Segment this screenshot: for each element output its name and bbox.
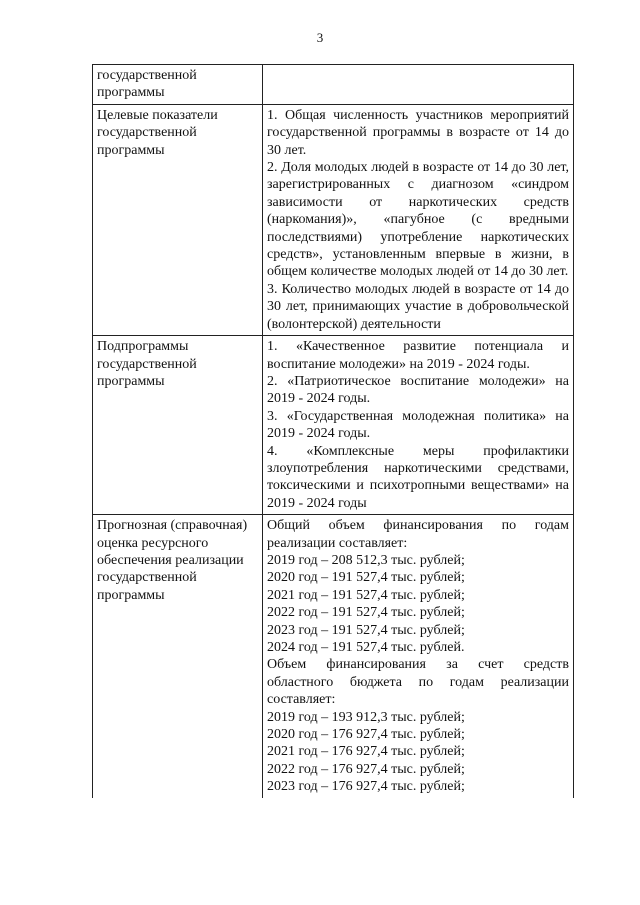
subprogram-item: 2. «Патриотическое воспитание молодежи» на 2019 - 2024 годы.: [267, 373, 569, 407]
row-label: государственной программы: [93, 65, 263, 105]
funding-year-line: 2019 год – 208 512,3 тыс. рублей;: [267, 552, 465, 568]
regional-funding-year-line: 2020 год – 176 927,4 тыс. рублей;: [267, 727, 465, 743]
page-number: 3: [316, 30, 324, 45]
funding-year-line: 2020 год – 191 527,4 тыс. рублей;: [267, 570, 465, 586]
indicator-item: 1. Общая численность участников мероприятий государственной программы в возрасте от 14 до 30 лет.: [267, 107, 569, 158]
subprogram-item: 4. «Комплексные меры профилактики злоупотребления наркотическими средствами, токсическими и психотропными веществами» на 2019 - 2024 годы: [267, 443, 569, 511]
funding-year-line: 2024 год – 191 527,4 тыс. рублей.: [267, 640, 465, 655]
program-passport-table: [92, 64, 574, 798]
row-label: Подпрограммы государственной программы: [93, 336, 263, 515]
row-label: Целевые показатели государственной программы: [93, 104, 263, 335]
regional-funding-intro: Объем финансирования за счет средств областного бюджета по годам реализации составляет:: [267, 657, 569, 708]
table-row: [93, 65, 574, 105]
regional-funding-year-line: 2022 год – 176 927,4 тыс. рублей;: [267, 761, 465, 777]
subprograms-cell: [263, 336, 574, 515]
table-row: [93, 515, 574, 798]
funding-cell: [263, 515, 574, 798]
target-indicators-cell: [263, 104, 574, 335]
table-row: [93, 104, 574, 335]
funding-year-line: 2021 год – 191 527,4 тыс. рублей;: [267, 587, 465, 603]
regional-funding-year-line: 2023 год – 176 927,4 тыс. рублей;: [267, 779, 465, 795]
funding-year-line: 2023 год – 191 527,4 тыс. рублей;: [267, 622, 465, 638]
subprogram-item: 1. «Качественное развитие потенциала и воспитание молодежи» на 2019 - 2024 годы.: [267, 339, 569, 372]
regional-funding-year-line: 2021 год – 176 927,4 тыс. рублей;: [267, 744, 465, 760]
regional-funding-year-line: 2019 год – 193 912,3 тыс. рублей;: [267, 709, 465, 725]
indicator-item: 3. Количество молодых людей в возрасте от 14 до 30 лет, принимающих участие в добровольческой (волонтерской) деятельности: [267, 281, 569, 332]
indicator-item: 2. Доля молодых людей в возрасте от 14 до 30 лет, зарегистрированных с диагнозом «синдром зависимости от наркотических средств (наркомания)», «пагубное (с вредными последствиями) употребление наркотических средств», установленным впервые в жизни, в общем количестве молодых людей от 14 до 30 лет.: [267, 160, 569, 280]
table-row: [93, 336, 574, 515]
funding-year-line: 2022 год – 191 527,4 тыс. рублей;: [267, 605, 465, 621]
row-label: Прогнозная (справочная) оценка ресурсного обеспечения реализации государственной программы: [93, 515, 263, 798]
row-value-empty: [263, 65, 574, 105]
funding-intro: Общий объем финансирования по годам реализации составляет:: [267, 518, 569, 551]
subprogram-item: 3. «Государственная молодежная политика» на 2019 - 2024 годы.: [267, 408, 569, 442]
